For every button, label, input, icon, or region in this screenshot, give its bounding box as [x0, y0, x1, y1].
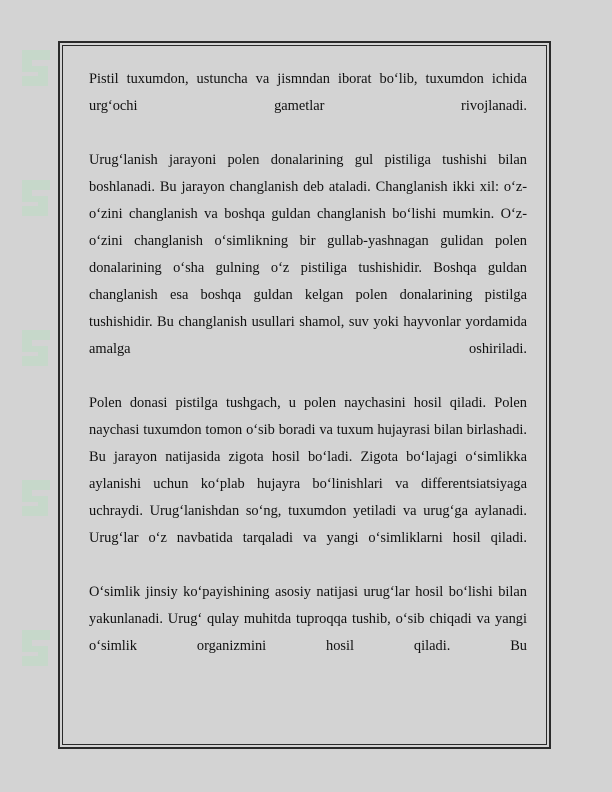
paragraph-4: O‘simlik jinsiy ko‘payishining asosiy natijasi urug‘lar hosil bo‘lishi bilan yakunlanadi. Urug‘ qulay muhitda tuproqqa tushib, o‘sib chiqadi va yangi o‘simlik organizmini hosil qiladi. Bu [89, 584, 527, 654]
watermark-logo-icon [8, 170, 64, 226]
watermark-logo-icon [8, 40, 64, 96]
paragraph-2: Urug‘lanish jarayoni polen donalarining gul pistiliga tushishi bilan boshlanadi. Bu jarayon changlanish deb ataladi. Changlanish ikki xil: o‘z-o‘zini changlanish va boshqa guldan changlanish bo‘lishi mumkin. O‘z-o‘zini changlanish o‘simlikning bir gullab-yashnagan gulidan polen donalarining o‘sha gulning o‘z pistiliga tushishidir. Boshqa guldan changlanish esa boshqa guldan kelgan polen donalarining pistilga tushishidir. Bu changlanish usullari shamol, suv yoki hayvonlar yordamida amalga oshiriladi. [89, 152, 527, 357]
watermark-logo-icon [8, 320, 64, 376]
paragraph-1: Pistil tuxumdon, ustuncha va jismndan iborat bo‘lib, tuxumdon ichida urg‘ochi gametlar rivojlanadi. [89, 71, 527, 114]
paragraph-3: Polen donasi pistilga tushgach, u polen naychasini hosil qiladi. Polen naychasi tuxumdon tomon o‘sib boradi va tuxum hujayrasi bilan birlashadi. Bu jarayon natijasida zigota hosil bo‘ladi. Zigota bo‘lajagi o‘simlikka aylanishi uchun ko‘plab hujayra bo‘linishlari va differentsiatsiyaga uchraydi. Urug‘lanishdan so‘ng, tuxumdon yetiladi va urug‘ga aylanadi. Urug‘lar o‘z navbatida tarqaladi va yangi o‘simliklarni hosil qiladi. [89, 395, 527, 546]
watermark-logo-icon [8, 470, 64, 526]
watermark-logo-icon [8, 620, 64, 676]
document-body [89, 66, 527, 660]
